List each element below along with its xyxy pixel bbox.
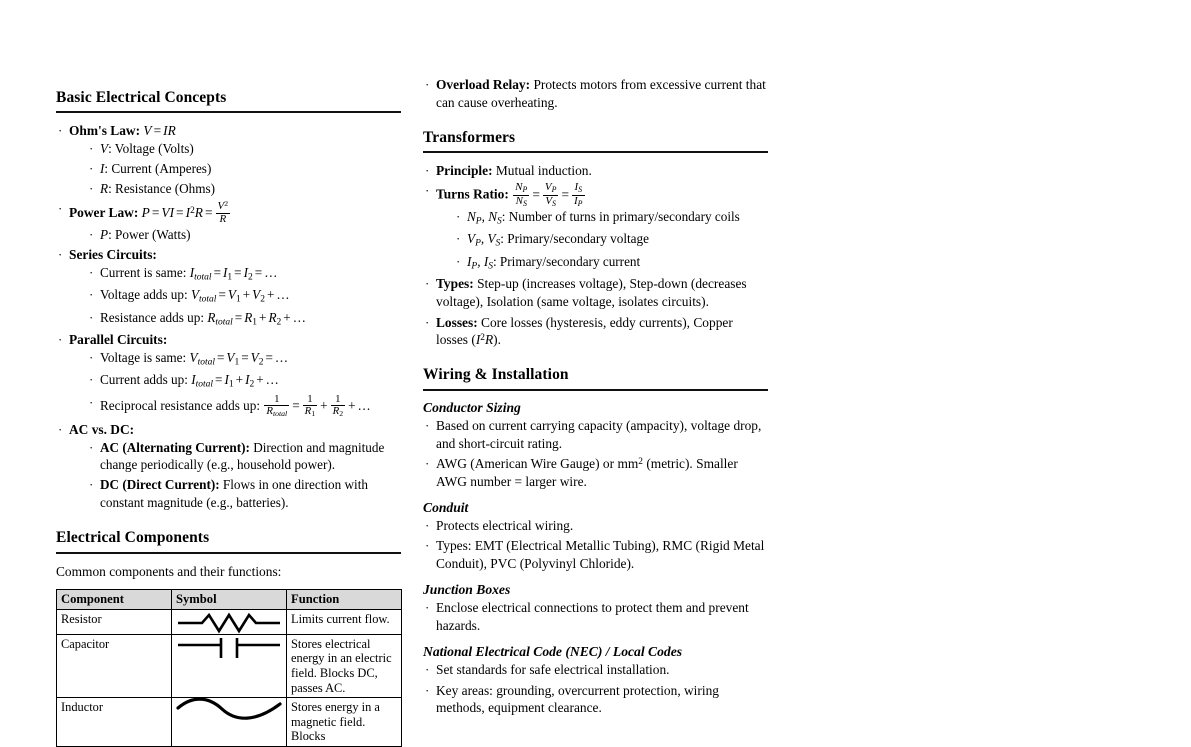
series-current-formula: $I_{total} = I1 = I2$ = … [189,264,278,282]
table-header-symbol: Symbol [172,589,287,609]
symbol-i: I [100,161,105,177]
table-header-row [57,589,402,609]
continued-list [423,76,768,112]
losses-text-after: ). [493,332,501,348]
list-item-parallel-resistance [87,394,401,418]
cell-function: Limits current flow. [287,609,402,634]
section-heading-transformers: Transformers [423,128,516,146]
list-item-types [423,275,768,311]
subheading-conduit: Conduit [423,499,469,515]
ac-dc-sublist [87,439,401,512]
list-item-parallel-current [87,371,401,391]
series-resistance-formula: $R_{total} = R1 + R2$ + … [207,309,306,327]
types-text: Step-up (increases voltage), Step-down (decreases voltage), Isolation (same voltage, isolates circuits). [436,276,747,310]
list-item-series-circuits [56,246,401,329]
transformers-list [423,162,768,349]
list-item-turns-v [454,230,768,250]
parallel-circuits-label: Parallel Circuits: [69,332,168,347]
list-item-turns-ratio [423,182,768,273]
series-circuits-sublist [87,264,401,329]
table-row [57,698,402,747]
overload-relay-label: Overload Relay: [436,77,531,92]
components-table [56,589,402,747]
symbol-vp-vs-desc: : Primary/secondary voltage [500,231,649,247]
awg-text-before: AWG (American Wire Gauge) or mm [436,456,639,472]
losses-label: Losses: [436,314,478,330]
overload-relay-text: Protects motors from excessive current that can cause overheating. [436,77,766,110]
bullet-icon: · [425,682,430,698]
parallel-resistance-label: Reciprocal resistance adds up: [100,397,261,413]
resistor-symbol-icon [176,612,282,632]
list-item-resistance [87,180,401,198]
bullet-icon: · [89,287,94,302]
series-resistance-label: Resistance adds up: [100,309,205,325]
power-law-formula: P = VI = $I^2R$ = $\frac{V^2}{R}$ [141,199,229,226]
list-item-series-current [87,264,401,284]
ohms-law-sublist [87,140,401,198]
losses-formula: $I^2R$ [475,332,494,348]
list-item-text: Set standards for safe electrical installation. [436,662,670,678]
awg-text-after: (metric). Smaller AWG number = larger wire. [436,456,738,489]
symbol-p-desc: : Power (Watts) [108,226,191,242]
turns-ratio-formula: $\frac{N_P}{N_S}$ = $\frac{V_P}{V_S}$ = $\frac{I_S}{I_P}$ [515,181,583,208]
bullet-icon: · [425,183,430,199]
list-item-voltage [87,140,401,158]
bullet-icon: · [58,332,63,347]
subheading-national-electrical-code: National Electrical Code (NEC) / Local Codes [423,643,683,659]
bullet-icon: · [89,141,94,157]
list-item-awg [423,455,768,491]
cell-component-name: Inductor [57,698,172,747]
bullet-icon: · [89,226,94,242]
dc-text: Flows in one direction with constant magnitude (e.g., batteries). [100,477,368,510]
list-item [423,537,768,573]
series-voltage-label: Voltage adds up: [100,287,188,302]
bullet-icon: · [89,439,94,455]
list-item-text: Key areas: grounding, overcurrent protection, wiring methods, equipment clearance. [436,682,719,716]
list-item [423,682,768,718]
left-column [56,0,401,744]
symbol-np-ns-desc: : Number of turns in primary/secondary coils [501,208,740,224]
bullet-icon: · [425,77,430,92]
bullet-icon: · [58,246,63,262]
table-header-function: Function [287,589,402,609]
series-current-label: Current is same: [100,264,187,280]
capacitor-symbol-icon [176,637,282,661]
symbol-ip-is: $I_P$, $I_S$ [467,253,493,272]
symbol-i-desc: : Current (Amperes) [104,161,212,177]
heading-rule [423,389,768,391]
list-item [423,661,768,679]
bullet-icon: · [58,201,63,217]
section-heading-electrical-components: Electrical Components [56,529,210,547]
list-item-principle [423,162,768,180]
nec-list [423,661,768,717]
symbol-vp-vs: $V_P$, $V_S$ [467,231,501,249]
list-item-losses [423,314,768,350]
bullet-icon: · [58,421,63,437]
ohms-law-formula: V = IR [143,123,176,139]
bullet-icon: · [425,417,430,433]
list-item-dc [87,476,401,511]
bullet-icon: · [425,600,430,616]
symbol-p: P [100,226,109,242]
types-label: Types: [436,276,474,292]
dc-label: DC (Direct Current): [100,477,220,493]
bullet-icon: · [89,349,94,365]
parallel-voltage-label: Voltage is same: [100,349,187,365]
list-item-text: Based on current carrying capacity (ampacity), voltage drop, and short-circuit rating. [436,417,762,451]
list-item-turns-i [454,253,768,273]
turns-ratio-sublist [454,208,768,273]
list-item-ac [87,439,401,474]
losses-text-before: Core losses (hysteresis, eddy currents), Copper losses ( [436,314,733,348]
list-item-ac-vs-dc [56,421,401,512]
ac-dc-label: AC vs. DC: [69,421,135,437]
parallel-current-label: Current adds up: [100,372,188,388]
parallel-current-formula: $I_{total} = I1 + I2$ + … [191,372,279,390]
parallel-voltage-formula: $V_{total} = V1 = V2$ = … [189,349,289,368]
bullet-icon: · [89,181,94,197]
bullet-icon: · [89,477,94,493]
bullet-icon: · [425,456,430,472]
ac-text: Direction and magnitude change periodically (e.g., household power). [100,439,385,473]
list-item-parallel-voltage [87,349,401,369]
symbol-r-desc: : Resistance (Ohms) [108,181,216,197]
bullet-icon: · [89,372,94,388]
bullet-icon: · [456,231,461,247]
list-item-turns-n [454,208,768,228]
components-lead-text: Common components and their functions: [56,563,282,579]
power-law-label: Power Law: [69,205,139,221]
symbol-v-desc: : Voltage (Volts) [108,141,194,157]
series-voltage-formula: $V_{total} = V1 + V2$ + … [190,287,290,305]
subheading-junction-boxes: Junction Boxes [423,582,511,597]
symbol-r: R [100,181,109,197]
list-item [423,517,768,535]
cell-component-name: Capacitor [57,634,172,698]
list-item-series-resistance [87,309,401,329]
parallel-circuits-sublist [87,349,401,418]
turns-ratio-label: Turns Ratio: [436,187,509,203]
cell-component-name: Resistor [57,609,172,634]
bullet-icon: · [89,264,94,280]
conduit-list [423,517,768,573]
list-item-text: Protects electrical wiring. [436,518,574,534]
list-item-power-law [56,200,401,243]
bullet-icon: · [425,314,430,330]
bullet-icon: · [425,538,430,554]
conductor-sizing-list [423,417,768,491]
principle-text: Mutual induction. [495,163,592,179]
principle-label: Principle: [436,163,493,179]
list-item [423,599,768,635]
ac-label: AC (Alternating Current): [100,439,250,455]
heading-rule [423,151,768,153]
table-row [57,609,402,634]
ohms-law-label: Ohm's Law: [69,123,141,139]
bullet-icon: · [89,394,94,410]
cell-function: Stores energy in a magnetic field. Blocks [287,698,402,747]
bullet-icon: · [425,276,430,292]
bullet-icon: · [425,518,430,534]
list-item-text: Enclose electrical connections to protect them and prevent hazards. [436,600,749,634]
section-heading-basic-electrical-concepts: Basic Electrical Concepts [56,89,227,106]
list-item [423,417,768,453]
heading-rule [56,552,401,554]
junction-boxes-list [423,599,768,635]
symbol-v: V [100,141,109,157]
list-item-power [87,226,401,244]
bullet-icon: · [89,161,94,177]
series-circuits-label: Series Circuits: [69,246,157,262]
inductor-symbol-icon [176,700,282,722]
list-item-ohms-law [56,122,401,197]
parallel-resistance-formula: $\frac{1}{R_{total}}$ = $\frac{1}{R1}$ + $\frac{1}{R2}$ + … [266,392,371,419]
bullet-icon: · [456,253,461,269]
section-heading-wiring-installation: Wiring & Installation [423,366,569,384]
basic-concepts-list [56,122,401,511]
list-item-current [87,160,401,178]
bullet-icon: · [456,208,461,224]
bullet-icon: · [89,309,94,325]
power-law-sublist [87,226,401,244]
list-item-parallel-circuits [56,331,401,418]
heading-rule [56,111,401,113]
awg-superscript: 2 [638,457,643,468]
cell-symbol [172,634,287,698]
bullet-icon: · [58,123,63,139]
cell-symbol [172,609,287,634]
symbol-np-ns: $N_P$, $N_S$ [467,208,502,227]
list-item-series-voltage [87,286,401,306]
cell-function: Stores electrical energy in an electric field. Blocks DC, passes AC. [287,634,402,698]
bullet-icon: · [425,163,430,179]
bullet-icon: · [425,662,430,678]
list-item-text: Types: EMT (Electrical Metallic Tubing), RMC (Rigid Metal Conduit), PVC (Polyvinyl Chloride). [436,538,765,572]
right-column [423,0,768,716]
symbol-ip-is-desc: : Primary/secondary current [492,253,641,269]
table-header-component: Component [57,589,172,609]
table-row [57,634,402,698]
subheading-conductor-sizing: Conductor Sizing [423,399,521,415]
list-item-overload-relay [423,76,768,112]
cell-symbol [172,698,287,747]
